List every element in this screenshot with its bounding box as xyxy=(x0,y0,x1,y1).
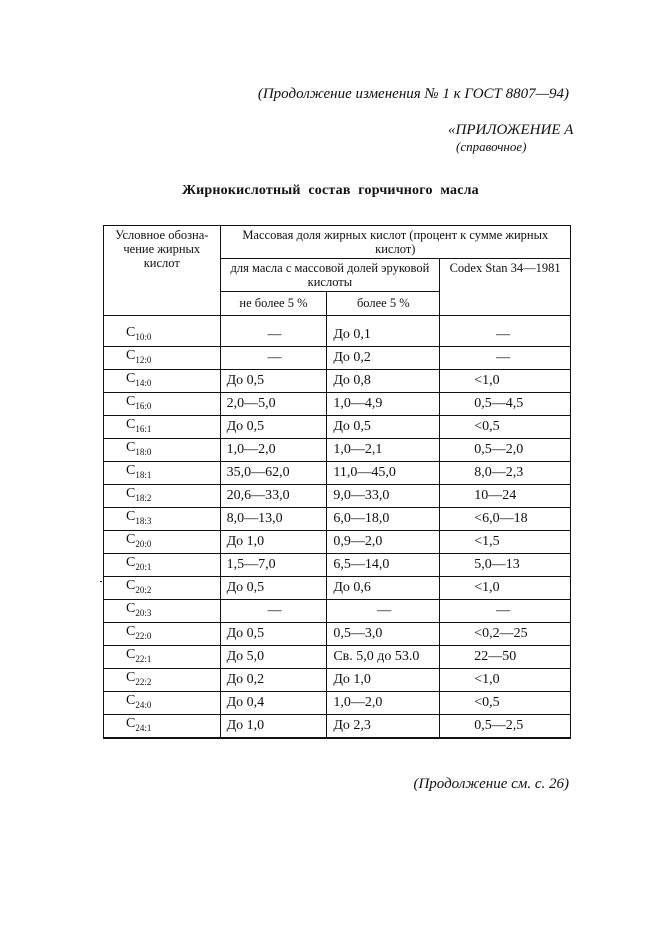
acid-symbol: C xyxy=(126,532,136,547)
value-le5: 1,0—2,0 xyxy=(220,439,327,462)
reference-label: (справочное) xyxy=(456,139,527,154)
acid-symbol: C xyxy=(126,325,136,340)
acid-subscript: 10:0 xyxy=(135,332,152,342)
value-gt5: 0,5—3,0 xyxy=(327,623,440,646)
value-le5: До 0,4 xyxy=(220,692,327,715)
table-row xyxy=(104,600,571,623)
value-le5: До 5,0 xyxy=(220,646,327,669)
table-title: Жирнокислотный состав горчичного масла xyxy=(182,183,479,198)
value-le5: — xyxy=(220,324,327,347)
value-codex: 5,0—13 xyxy=(440,554,571,577)
value-gt5: 6,0—18,0 xyxy=(327,508,440,531)
header-designation: Условное обозна-чение жирных кислот xyxy=(104,226,221,316)
acid-designation xyxy=(104,623,221,646)
header-codex: Codex Stan 34—1981 xyxy=(440,259,571,316)
acid-symbol: C xyxy=(126,417,136,432)
table-row xyxy=(104,462,571,485)
value-gt5: 1,0—2,0 xyxy=(327,692,440,715)
value-gt5: До 0,8 xyxy=(327,370,440,393)
value-le5: До 0,5 xyxy=(220,577,327,600)
acid-subscript: 22:2 xyxy=(135,677,152,687)
acid-designation xyxy=(104,416,221,439)
value-codex: <0,5 xyxy=(440,416,571,439)
value-codex: 0,5—4,5 xyxy=(440,393,571,416)
value-gt5: До 0,1 xyxy=(327,324,440,347)
acid-symbol: C xyxy=(126,624,136,639)
acid-designation xyxy=(104,692,221,715)
acid-subscript: 18:2 xyxy=(135,493,152,503)
value-gt5: — xyxy=(327,600,440,623)
acid-symbol: C xyxy=(126,348,136,363)
value-gt5: 1,0—4,9 xyxy=(327,393,440,416)
table-row xyxy=(104,324,571,347)
value-gt5: До 1,0 xyxy=(327,669,440,692)
table-row xyxy=(104,692,571,715)
value-codex: <1,5 xyxy=(440,531,571,554)
acid-subscript: 18:1 xyxy=(135,470,152,480)
table-row xyxy=(104,370,571,393)
value-codex: — xyxy=(440,600,571,623)
header-erucic: для масла с массовой долей эруковой кислоты xyxy=(220,259,440,292)
table-row xyxy=(104,485,571,508)
acid-subscript: 20:2 xyxy=(135,585,152,595)
acid-symbol: C xyxy=(126,371,136,386)
acid-symbol: C xyxy=(126,693,136,708)
table-row xyxy=(104,416,571,439)
value-codex: 10—24 xyxy=(440,485,571,508)
value-gt5: До 0,2 xyxy=(327,347,440,370)
acid-designation xyxy=(104,600,221,623)
value-le5: До 0,5 xyxy=(220,623,327,646)
value-le5: 20,6—33,0 xyxy=(220,485,327,508)
acid-designation xyxy=(104,646,221,669)
value-le5: До 0,5 xyxy=(220,416,327,439)
value-gt5: 9,0—33,0 xyxy=(327,485,440,508)
value-le5: — xyxy=(220,600,327,623)
value-le5: 35,0—62,0 xyxy=(220,462,327,485)
acid-subscript: 14:0 xyxy=(135,378,152,388)
value-gt5: 0,9—2,0 xyxy=(327,531,440,554)
table-row xyxy=(104,623,571,646)
acid-designation xyxy=(104,508,221,531)
acid-designation xyxy=(104,393,221,416)
header-gt5: более 5 % xyxy=(327,292,440,316)
appendix-label: «ПРИЛОЖЕНИЕ А xyxy=(448,122,574,138)
table-row xyxy=(104,669,571,692)
value-codex: <1,0 xyxy=(440,577,571,600)
acid-subscript: 16:1 xyxy=(135,424,152,434)
acid-symbol: C xyxy=(126,394,136,409)
acid-subscript: 24:1 xyxy=(135,723,152,733)
value-gt5: 11,0—45,0 xyxy=(327,462,440,485)
value-gt5: 6,5—14,0 xyxy=(327,554,440,577)
value-codex: <1,0 xyxy=(440,370,571,393)
value-le5: До 0,5 xyxy=(220,370,327,393)
acid-subscript: 18:0 xyxy=(135,447,152,457)
value-codex: <0,2—25 xyxy=(440,623,571,646)
value-gt5: До 0,5 xyxy=(327,416,440,439)
value-codex: — xyxy=(440,324,571,347)
acid-subscript: 18:3 xyxy=(135,516,152,526)
acid-subscript: 22:1 xyxy=(135,654,152,664)
acid-symbol: C xyxy=(126,670,136,685)
value-gt5: Св. 5,0 до 53.0 xyxy=(327,646,440,669)
acid-subscript: 12:0 xyxy=(135,355,152,365)
value-le5: До 0,2 xyxy=(220,669,327,692)
header-le5: не более 5 % xyxy=(220,292,327,316)
margin-mark xyxy=(100,581,102,582)
table-row xyxy=(104,554,571,577)
acid-designation xyxy=(104,370,221,393)
value-codex: 8,0—2,3 xyxy=(440,462,571,485)
value-le5: До 1,0 xyxy=(220,531,327,554)
table-row xyxy=(104,508,571,531)
value-le5: 8,0—13,0 xyxy=(220,508,327,531)
continuation-footer: (Продолжение см. с. 26) xyxy=(413,776,569,792)
acid-subscript: 24:0 xyxy=(135,700,152,710)
value-gt5: 1,0—2,1 xyxy=(327,439,440,462)
value-codex: 0,5—2,0 xyxy=(440,439,571,462)
value-codex: <0,5 xyxy=(440,692,571,715)
acid-symbol: C xyxy=(126,440,136,455)
value-le5: 1,5—7,0 xyxy=(220,554,327,577)
value-codex: 22—50 xyxy=(440,646,571,669)
acid-subscript: 20:0 xyxy=(135,539,152,549)
table-row xyxy=(104,577,571,600)
value-le5: — xyxy=(220,347,327,370)
acid-designation xyxy=(104,485,221,508)
continuation-header: (Продолжение изменения № 1 к ГОСТ 8807—94) xyxy=(257,86,569,102)
value-codex: <6,0—18 xyxy=(440,508,571,531)
acid-symbol: C xyxy=(126,716,136,731)
table-row xyxy=(104,347,571,370)
value-codex: 0,5—2,5 xyxy=(440,715,571,739)
value-le5: 2,0—5,0 xyxy=(220,393,327,416)
acid-designation xyxy=(104,669,221,692)
value-le5: До 1,0 xyxy=(220,715,327,739)
acid-symbol: C xyxy=(126,509,136,524)
acid-designation xyxy=(104,531,221,554)
table-row xyxy=(104,393,571,416)
value-codex: — xyxy=(440,347,571,370)
table-row xyxy=(104,531,571,554)
value-gt5: До 0,6 xyxy=(327,577,440,600)
acid-subscript: 16:0 xyxy=(135,401,152,411)
acid-designation xyxy=(104,577,221,600)
table-row xyxy=(104,715,571,739)
table-body xyxy=(104,324,571,738)
acid-symbol: C xyxy=(126,486,136,501)
value-codex: <1,0 xyxy=(440,669,571,692)
acid-designation xyxy=(104,554,221,577)
acid-symbol: C xyxy=(126,601,136,616)
acid-symbol: C xyxy=(126,578,136,593)
value-gt5: До 2,3 xyxy=(327,715,440,739)
fatty-acid-table xyxy=(103,225,571,739)
acid-designation xyxy=(104,715,221,739)
table-row xyxy=(104,646,571,669)
acid-designation xyxy=(104,462,221,485)
acid-subscript: 20:3 xyxy=(135,608,152,618)
acid-designation xyxy=(104,324,221,347)
acid-designation xyxy=(104,347,221,370)
acid-subscript: 22:0 xyxy=(135,631,152,641)
acid-symbol: C xyxy=(126,555,136,570)
acid-subscript: 20:1 xyxy=(135,562,152,572)
acid-symbol: C xyxy=(126,647,136,662)
acid-symbol: C xyxy=(126,463,136,478)
header-mass-fraction: Массовая доля жирных кислот (процент к сумме жирных кислот) xyxy=(220,226,570,259)
acid-designation xyxy=(104,439,221,462)
table-row xyxy=(104,439,571,462)
